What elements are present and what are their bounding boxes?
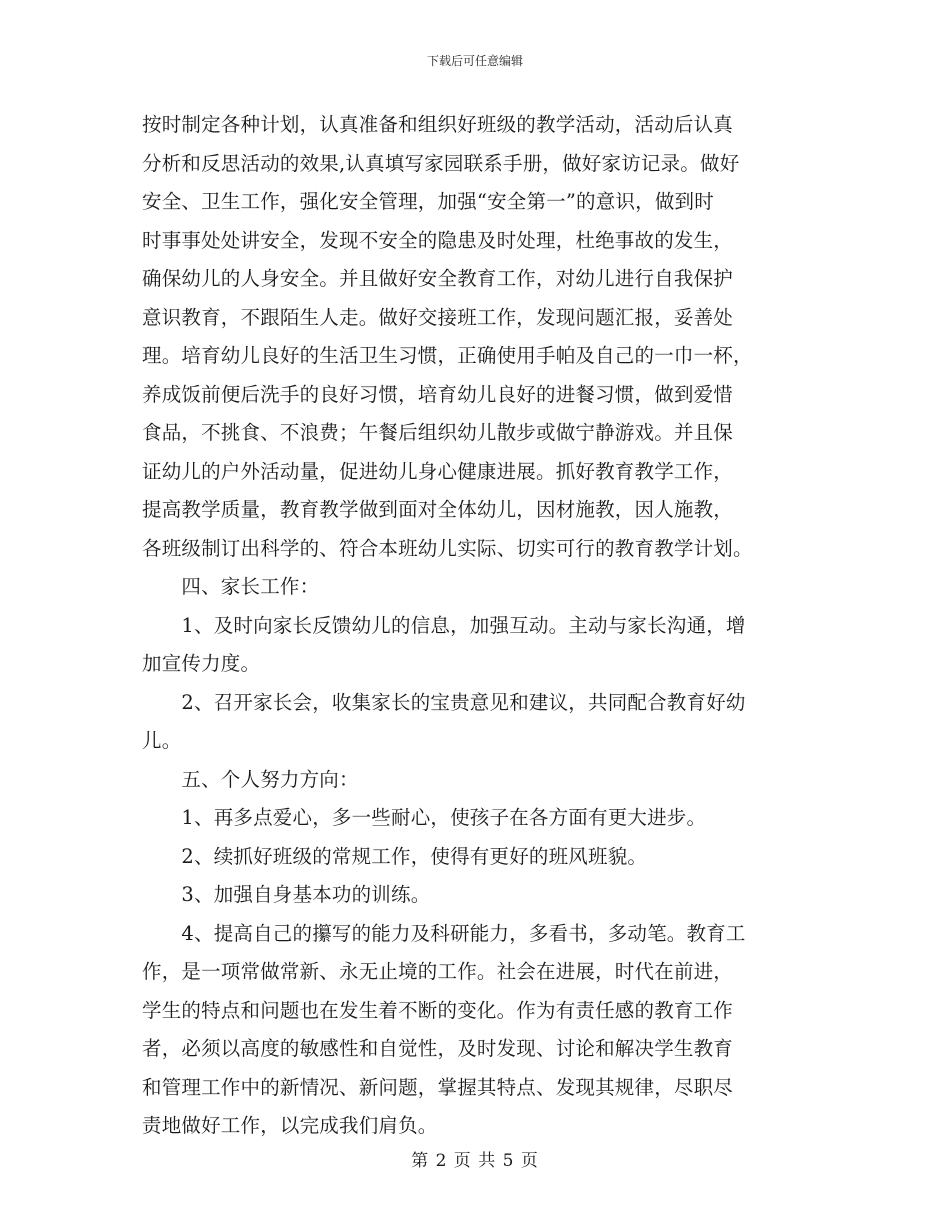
text-line: 和管理工作中的新情况、新问题，掌握其特点、发现其规律，尽职尽 bbox=[142, 1075, 734, 1099]
text-line: 证幼儿的户外活动量，促进幼儿身心健康进展。抓好教育教学工作， bbox=[142, 459, 734, 483]
text-line: 理。培育幼儿良好的生活卫生习惯，正确使用手帕及自己的一巾一杯， bbox=[142, 344, 753, 367]
text-line: 各班级制订出科学的、符合本班幼儿实际、切实可行的教育教学计划。 bbox=[142, 536, 753, 560]
text-line: 1、再多点爱心，多一些耐心，使孩子在各方面有更大进步。 bbox=[142, 806, 707, 829]
text-line: 分析和反思活动的效果,认真填写家园联系手册，做好家访记录。做好 bbox=[142, 151, 740, 175]
text-line: 安全、卫生工作，强化安全管理，加强“安全第一”的意识，做到时 bbox=[142, 190, 714, 213]
text-line: 4、提高自己的攥写的能力及科研能力，多看书，多动笔。教育工 bbox=[142, 921, 746, 945]
text-line: 意识教育，不跟陌生人走。做好交接班工作，发现问题汇报，妥善处 bbox=[142, 305, 734, 329]
text-line: 时事事处处讲安全，发现不安全的隐患及时处理，杜绝事故的发生， bbox=[142, 228, 734, 252]
text-line: 1、及时向家长反馈幼儿的信息，加强互动。主动与家长沟通，增 bbox=[142, 613, 746, 637]
page-number: 第 2 页 共 5 页 bbox=[411, 1151, 539, 1171]
text-line: 责地做好工作，以完成我们肩负。 bbox=[142, 1114, 438, 1137]
text-line: 提高教学质量，教育教学做到面对全体幼儿，因材施教，因人施教， bbox=[142, 498, 734, 521]
text-line: 者，必须以高度的敏感性和自觉性，及时发现、讨论和解决学生教育 bbox=[142, 1037, 734, 1060]
document-body bbox=[142, 106, 817, 1146]
text-line: 加宣传力度。 bbox=[142, 652, 261, 675]
text-line: 儿。 bbox=[142, 729, 182, 752]
text-line: 学生的特点和问题也在发生着不断的变化。作为有责任感的教育工作 bbox=[142, 998, 734, 1022]
text-line: 2、召开家长会，收集家长的宝贵意见和建议，共同配合教育好幼 bbox=[142, 690, 746, 714]
section-heading-personal: 五、个人努力方向： bbox=[142, 767, 359, 791]
text-line: 2、续抓好班级的常规工作，使得有更好的班风班貌。 bbox=[142, 844, 648, 868]
text-line: 作，是一项常做常新、永无止境的工作。社会在进展，时代在前进， bbox=[142, 960, 734, 983]
section-heading-parents: 四、家长工作： bbox=[142, 575, 320, 598]
text-line: 养成饭前便后洗手的良好习惯，培育幼儿良好的进餐习惯，做到爱惜 bbox=[142, 382, 734, 406]
text-line: 食品，不挑食、不浪费；午餐后组织幼儿散步或做宁静游戏。并且保 bbox=[142, 421, 734, 444]
text-line: 确保幼儿的人身安全。并且做好安全教育工作，对幼儿进行自我保护 bbox=[142, 267, 734, 290]
text-line: 按时制定各种计划，认真准备和组织好班级的教学活动，活动后认真 bbox=[142, 113, 734, 136]
text-line: 3、加强自身基本功的训练。 bbox=[142, 883, 431, 906]
page-header: 下载后可任意编辑 bbox=[426, 54, 523, 68]
